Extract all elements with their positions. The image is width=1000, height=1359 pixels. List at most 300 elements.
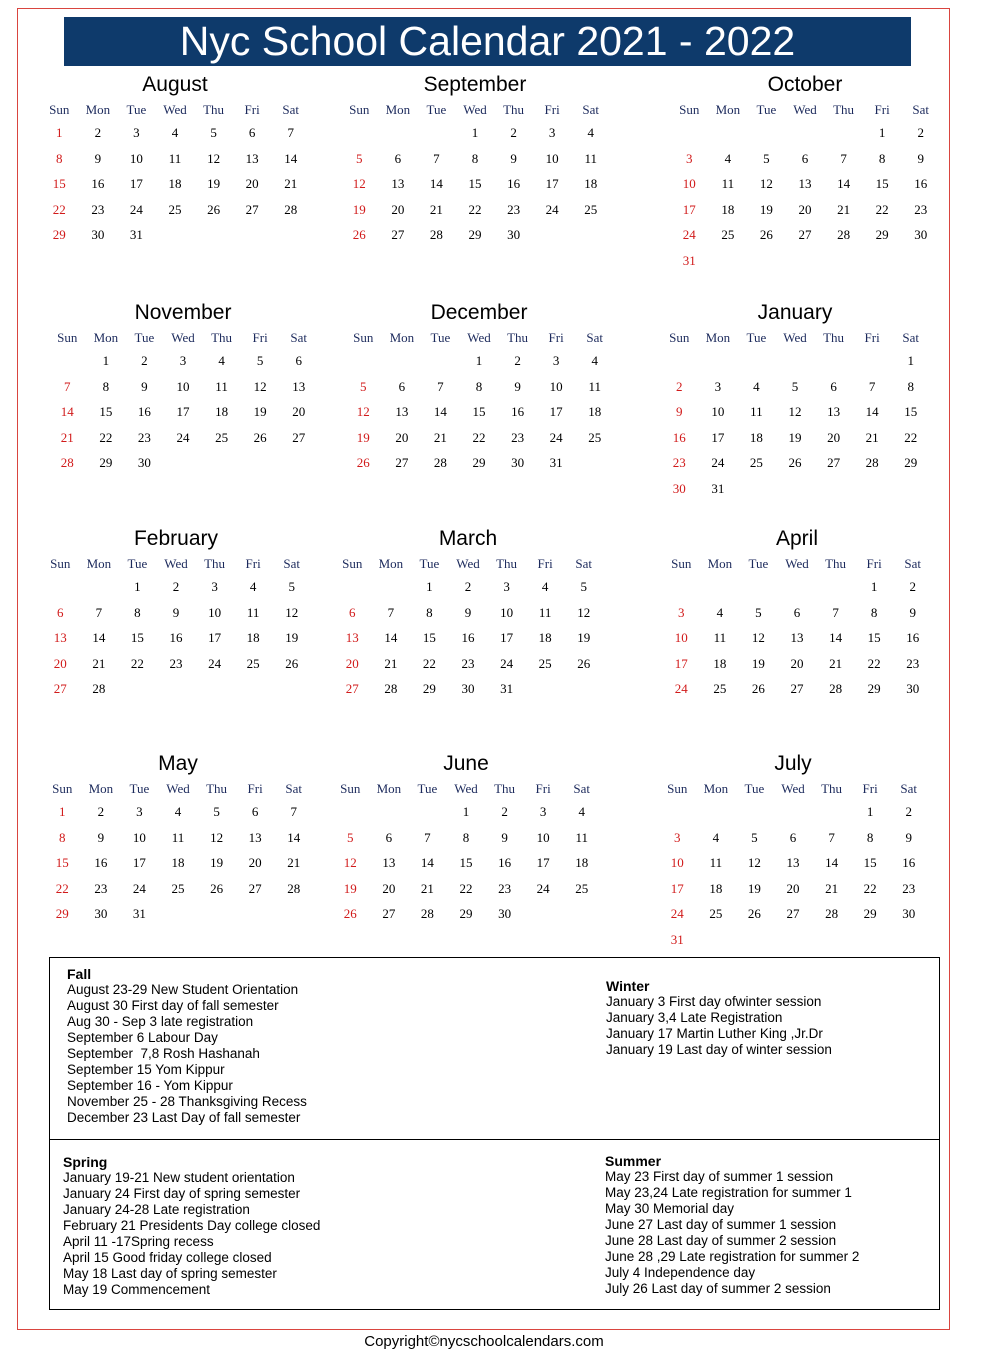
month-december <box>344 300 614 476</box>
week-row <box>333 651 603 677</box>
weekday-label: Fri <box>544 102 560 117</box>
day-cell: 25 <box>168 201 182 217</box>
day-cell: 5 <box>360 378 367 394</box>
day-cell: 1 <box>462 804 470 819</box>
weekday-label: Thu <box>507 330 529 345</box>
day-cell: 20 <box>391 201 405 217</box>
day-cell: 9 <box>514 378 521 394</box>
day-cell: 22 <box>130 655 144 671</box>
weekday-label: Sun <box>679 102 700 117</box>
day-cell: 20 <box>245 176 259 191</box>
day-cell: 5 <box>288 579 295 594</box>
day-cell: 14 <box>284 150 298 166</box>
day-cell: 15 <box>55 855 69 870</box>
week-row <box>344 425 614 451</box>
day-cell: 10 <box>674 630 688 645</box>
day-cell: 27 <box>53 681 67 696</box>
day-cell: 25 <box>709 906 723 921</box>
weekday-label: Thu <box>823 330 845 345</box>
day-cell: 8 <box>462 829 470 845</box>
day-cell: 1 <box>878 125 886 140</box>
day-cell: 7 <box>424 829 431 845</box>
spring-heading: Spring <box>63 1154 108 1170</box>
day-cell <box>156 222 195 248</box>
day-cell: 15 <box>130 630 144 645</box>
day-cell: 12 <box>210 829 224 845</box>
day-cell: 7 <box>95 604 103 620</box>
day-cell: 14 <box>829 630 843 645</box>
day-cell: 9 <box>909 604 916 620</box>
weekday-label: Sun <box>340 781 361 796</box>
day-cell: 29 <box>468 227 482 242</box>
day-cell: 26 <box>253 429 267 445</box>
weekday-label: Thu <box>496 556 518 571</box>
weekday-header <box>40 100 310 120</box>
weekday-label: Mon <box>385 102 411 117</box>
day-cell: 26 <box>343 906 357 921</box>
day-cell: 15 <box>52 176 66 191</box>
day-cell: 4 <box>753 378 760 394</box>
day-cell: 11 <box>709 855 723 870</box>
weekday-label: Sat <box>290 330 308 345</box>
month-name: January <box>757 301 833 324</box>
day-cell <box>383 348 422 374</box>
day-cell: 19 <box>207 176 221 191</box>
week-row <box>344 450 614 476</box>
day-cell: 24 <box>129 201 143 217</box>
day-cell: 5 <box>210 125 217 140</box>
day-cell: 17 <box>208 630 222 645</box>
weekday-label: Sun <box>342 556 363 571</box>
weekday-label: Wed <box>166 781 190 796</box>
day-cell: 2 <box>501 804 508 819</box>
weekday-header <box>670 100 940 120</box>
day-cell: 7 <box>287 125 294 140</box>
day-cell: 4 <box>541 579 549 594</box>
day-cell <box>279 450 318 476</box>
day-cell <box>816 574 855 600</box>
summer-date-item: June 27 Last day of summer 1 session <box>605 1217 837 1232</box>
week-row <box>660 425 930 451</box>
day-cell: 4 <box>591 353 598 368</box>
day-cell: 6 <box>398 378 406 394</box>
day-cell: 23 <box>902 880 916 896</box>
day-cell: 9 <box>97 829 105 845</box>
fall-date-item: Aug 30 - Sep 3 late registration <box>67 1014 254 1029</box>
day-cell: 8 <box>878 150 886 166</box>
day-cell: 3 <box>714 378 722 394</box>
day-cell <box>814 348 853 374</box>
day-cell: 23 <box>91 201 105 217</box>
day-cell: 6 <box>789 829 797 845</box>
day-cell: 9 <box>917 150 924 166</box>
day-cell: 11 <box>588 378 601 394</box>
day-cell: 28 <box>837 227 851 242</box>
day-cell: 16 <box>137 404 151 419</box>
day-cell: 25 <box>713 681 727 696</box>
week-row <box>48 348 318 374</box>
weekday-label: Thu <box>821 781 843 796</box>
weekday-label: Sat <box>586 330 604 345</box>
weekday-label: Sat <box>285 781 303 796</box>
day-cell: 27 <box>790 681 804 696</box>
day-cell: 3 <box>686 150 693 166</box>
day-cell: 10 <box>176 378 190 394</box>
day-cell: 20 <box>248 855 262 870</box>
day-cell: 20 <box>827 429 841 445</box>
day-cell: 13 <box>790 630 804 645</box>
day-cell: 10 <box>132 829 146 845</box>
day-cell: 19 <box>210 855 224 870</box>
day-cell: 20 <box>798 201 812 217</box>
month-august <box>40 72 310 248</box>
day-cell <box>660 348 699 374</box>
day-cell: 6 <box>801 150 809 166</box>
weekday-label: Tue <box>746 330 767 345</box>
day-cell: 28 <box>865 455 879 470</box>
week-row <box>344 374 614 400</box>
day-cell: 21 <box>92 655 106 671</box>
weekday-label: Sat <box>282 102 300 117</box>
weekday-label: Wed <box>785 556 809 571</box>
week-row <box>658 901 928 927</box>
day-cell <box>234 676 273 702</box>
day-cell: 13 <box>245 150 259 166</box>
weekday-header <box>658 779 928 799</box>
week-row <box>43 876 313 902</box>
week-row <box>670 120 940 146</box>
day-cell: 16 <box>906 630 920 645</box>
day-cell <box>118 676 157 702</box>
day-cell: 7 <box>433 150 440 166</box>
day-cell: 18 <box>215 404 229 419</box>
weekday-label: Fri <box>548 330 564 345</box>
fall-heading: Fall <box>67 966 92 982</box>
day-cell: 21 <box>287 855 301 870</box>
week-row <box>662 574 932 600</box>
day-cell: 12 <box>207 150 221 166</box>
weekday-header <box>43 779 313 799</box>
day-cell: 26 <box>352 227 366 242</box>
week-row <box>670 222 940 248</box>
weekday-label: Sun <box>671 556 692 571</box>
weekday-label: Sat <box>912 102 930 117</box>
day-cell: 6 <box>394 150 402 166</box>
weekday-label: Fri <box>864 330 880 345</box>
day-cell: 8 <box>471 150 479 166</box>
day-cell: 13 <box>786 855 800 870</box>
weekday-label: Sat <box>575 556 593 571</box>
day-cell <box>776 348 815 374</box>
day-cell: 6 <box>248 125 256 140</box>
day-cell <box>236 901 275 927</box>
day-cell <box>889 927 928 953</box>
day-cell: 24 <box>176 429 190 445</box>
day-cell: 11 <box>584 150 597 166</box>
weekday-label: Tue <box>748 556 769 571</box>
day-cell: 18 <box>246 630 260 645</box>
day-cell: 20 <box>53 655 67 671</box>
day-cell: 1 <box>471 125 479 140</box>
month-march <box>333 526 603 702</box>
day-cell: 3 <box>548 125 556 140</box>
day-cell: 22 <box>422 655 436 671</box>
day-cell: 13 <box>391 176 405 191</box>
weekday-label: Wed <box>467 330 491 345</box>
weekday-label: Tue <box>417 781 438 796</box>
day-cell <box>863 248 902 274</box>
day-cell: 17 <box>536 855 550 870</box>
weekday-label: Thu <box>206 781 228 796</box>
day-cell: 24 <box>674 681 688 696</box>
month-november <box>48 300 318 476</box>
day-cell: 4 <box>171 125 179 140</box>
day-cell: 17 <box>132 855 146 870</box>
weekday-label: Mon <box>715 102 741 117</box>
day-cell: 18 <box>575 855 589 870</box>
day-cell: 30 <box>672 480 686 496</box>
day-cell: 13 <box>798 176 812 191</box>
day-cell <box>735 927 774 953</box>
week-row <box>43 850 313 876</box>
day-cell: 11 <box>721 176 735 191</box>
weekday-label: Sat <box>904 556 922 571</box>
day-cell: 31 <box>129 227 143 242</box>
day-cell: 5 <box>791 378 799 394</box>
day-cell: 1 <box>59 804 66 819</box>
day-cell <box>421 348 460 374</box>
day-cell <box>159 901 198 927</box>
day-cell: 21 <box>60 429 74 445</box>
day-cell: 21 <box>420 880 434 896</box>
day-cell: 23 <box>94 880 108 896</box>
day-cell: 28 <box>829 681 843 696</box>
day-cell: 8 <box>56 150 63 166</box>
month-name: December <box>430 301 528 324</box>
day-cell: 16 <box>169 630 183 645</box>
day-cell: 16 <box>461 630 475 645</box>
day-cell: 24 <box>711 455 725 470</box>
day-cell <box>709 120 748 146</box>
weekday-label: Wed <box>171 330 195 345</box>
day-cell: 8 <box>102 378 110 394</box>
day-cell: 30 <box>498 906 512 921</box>
day-cell: 3 <box>136 804 143 819</box>
weekday-label: Mon <box>93 330 119 345</box>
week-row <box>662 651 932 677</box>
weekday-label: Mon <box>86 556 112 571</box>
day-cell: 13 <box>395 404 409 419</box>
week-row <box>41 600 311 626</box>
day-cell: 1 <box>134 579 141 594</box>
week-row <box>660 476 930 502</box>
weekday-label: Fri <box>247 781 263 796</box>
day-cell: 28 <box>284 201 298 217</box>
weekday-label: Thu <box>503 102 525 117</box>
week-row <box>43 799 313 825</box>
weekday-label: Wed <box>163 102 187 117</box>
day-cell: 12 <box>285 604 299 620</box>
day-cell <box>331 799 370 825</box>
day-cell <box>526 676 565 702</box>
day-cell: 13 <box>382 855 396 870</box>
spring-date-item: February 21 Presidents Day college closed <box>63 1218 321 1233</box>
day-cell: 4 <box>712 829 720 845</box>
week-row <box>40 120 310 146</box>
weekday-label: Wed <box>463 102 487 117</box>
day-cell: 19 <box>747 880 761 896</box>
weekday-label: Thu <box>825 556 847 571</box>
day-cell: 19 <box>751 655 765 671</box>
day-cell: 12 <box>253 378 267 394</box>
day-cell <box>747 120 786 146</box>
spring-date-item: May 18 Last day of spring semester <box>63 1266 277 1281</box>
day-cell: 11 <box>171 829 185 845</box>
day-cell: 2 <box>514 353 521 368</box>
week-row <box>660 450 930 476</box>
day-cell: 21 <box>284 176 298 191</box>
weekday-label: Tue <box>756 102 777 117</box>
month-name: October <box>767 73 843 96</box>
summer-date-item: July 4 Independence day <box>605 1265 756 1280</box>
day-cell: 27 <box>786 906 800 921</box>
week-row <box>658 927 928 953</box>
week-row <box>340 197 610 223</box>
day-cell: 28 <box>384 681 398 696</box>
winter-date-item: January 3 First day ofwinter session <box>606 994 822 1009</box>
day-cell: 3 <box>539 804 547 819</box>
day-cell: 3 <box>133 125 140 140</box>
week-row <box>48 450 318 476</box>
day-cell: 7 <box>840 150 847 166</box>
day-cell: 8 <box>426 604 433 620</box>
week-row <box>340 146 610 172</box>
day-cell: 17 <box>500 630 514 645</box>
weekday-label: Tue <box>134 330 155 345</box>
day-cell: 27 <box>798 227 812 242</box>
day-cell <box>812 927 851 953</box>
day-cell: 1 <box>102 353 110 368</box>
week-row <box>41 625 311 651</box>
day-cell: 2 <box>676 378 683 394</box>
day-cell: 12 <box>577 604 591 620</box>
week-row <box>660 348 930 374</box>
day-cell: 31 <box>132 906 146 921</box>
day-cell: 2 <box>97 804 105 819</box>
weekday-label: Wed <box>793 102 817 117</box>
day-cell: 27 <box>827 455 841 470</box>
day-cell: 18 <box>709 880 723 896</box>
day-cell: 9 <box>94 150 102 166</box>
day-cell: 18 <box>713 655 727 671</box>
day-cell: 24 <box>670 906 684 921</box>
day-cell: 10 <box>711 404 725 419</box>
spring-date-item: January 24 First day of spring semester <box>63 1186 301 1201</box>
day-cell: 17 <box>682 201 696 217</box>
fall-date-item: September 15 Yom Kippur <box>67 1062 225 1077</box>
day-cell <box>891 476 930 502</box>
day-cell: 1 <box>907 353 914 368</box>
day-cell: 14 <box>433 404 447 419</box>
weekday-label: Sat <box>582 102 600 117</box>
day-cell: 22 <box>55 880 69 896</box>
day-cell: 7 <box>868 378 876 394</box>
day-cell: 23 <box>906 655 920 671</box>
month-name: November <box>134 301 232 324</box>
day-cell: 17 <box>176 404 190 419</box>
day-cell: 25 <box>575 880 589 896</box>
day-cell <box>824 248 863 274</box>
day-cell: 2 <box>172 579 180 594</box>
weekday-label: Mon <box>389 330 415 345</box>
weekday-label: Sun <box>353 330 374 345</box>
week-row <box>670 146 940 172</box>
day-cell: 28 <box>825 906 839 921</box>
week-row <box>658 799 928 825</box>
page-title: Nyc School Calendar 2021 - 2022 <box>64 17 911 66</box>
weekday-label: Tue <box>426 102 447 117</box>
week-row <box>658 876 928 902</box>
weekday-label: Mon <box>707 556 733 571</box>
day-cell: 26 <box>207 201 221 217</box>
day-cell: 24 <box>208 655 222 671</box>
weekday-label: Fri <box>252 330 268 345</box>
day-cell: 4 <box>578 804 585 819</box>
day-cell: 31 <box>500 681 514 696</box>
day-cell: 19 <box>788 429 802 445</box>
day-cell: 30 <box>137 455 151 470</box>
day-cell: 22 <box>867 655 881 671</box>
day-cell <box>80 574 119 600</box>
day-cell: 22 <box>863 880 877 896</box>
day-cell: 26 <box>210 880 224 896</box>
weekday-label: Tue <box>127 556 148 571</box>
day-cell <box>233 222 272 248</box>
day-cell: 7 <box>437 378 444 394</box>
day-cell: 23 <box>461 655 475 671</box>
day-cell <box>709 248 748 274</box>
day-cell: 10 <box>208 604 222 620</box>
day-cell: 8 <box>870 604 878 620</box>
week-row <box>340 222 610 248</box>
day-cell <box>824 120 863 146</box>
summer-date-item: June 28 ,29 Late registration for summer 2 <box>605 1249 860 1264</box>
day-cell: 5 <box>347 829 354 845</box>
weekday-label: Sun <box>667 781 688 796</box>
day-cell <box>575 450 614 476</box>
week-row <box>670 248 940 274</box>
weekday-label: Fri <box>244 102 260 117</box>
month-april <box>662 526 932 702</box>
weekday-label: Sun <box>52 781 73 796</box>
summer-date-item: June 28 Last day of summer 2 session <box>605 1233 837 1248</box>
day-cell: 29 <box>863 906 877 921</box>
day-cell: 20 <box>292 404 306 419</box>
weekday-label: Mon <box>85 102 111 117</box>
day-cell: 12 <box>759 176 773 191</box>
day-cell: 15 <box>863 855 877 870</box>
week-row <box>48 425 318 451</box>
day-cell: 17 <box>674 655 688 671</box>
day-cell: 13 <box>248 829 262 845</box>
day-cell <box>786 120 825 146</box>
weekday-header <box>662 554 932 574</box>
day-cell: 21 <box>865 429 879 445</box>
day-cell: 14 <box>825 855 839 870</box>
weekday-label: Fri <box>535 781 551 796</box>
day-cell: 29 <box>459 906 473 921</box>
day-cell: 30 <box>906 681 920 696</box>
